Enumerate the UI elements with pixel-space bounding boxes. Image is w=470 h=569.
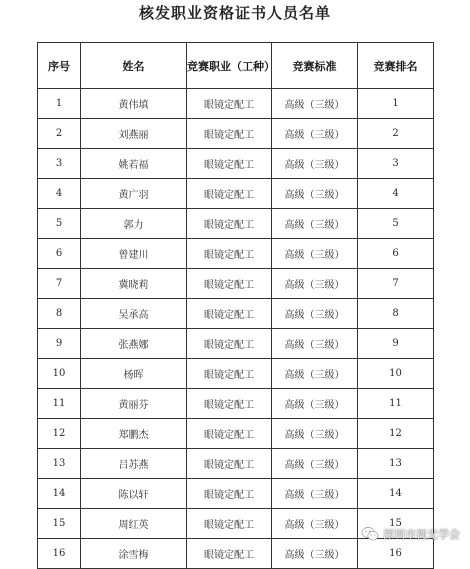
cell-name: 刘燕丽 xyxy=(81,119,187,149)
cell-standard: 高级（三级） xyxy=(272,179,358,209)
cell-serial-number: 5 xyxy=(38,209,81,239)
cell-ranking: 14 xyxy=(358,479,434,509)
cell-ranking: 15 xyxy=(358,509,434,539)
table-row xyxy=(38,179,434,209)
table-row xyxy=(38,359,434,389)
cell-standard: 高级（三级） xyxy=(272,359,358,389)
cell-serial-number: 8 xyxy=(38,299,81,329)
cell-serial-number: 2 xyxy=(38,119,81,149)
cell-standard: 高级（三级） xyxy=(272,419,358,449)
table-row xyxy=(38,479,434,509)
table-row xyxy=(38,89,434,119)
cell-name: 吴承高 xyxy=(81,299,187,329)
cell-serial-number: 7 xyxy=(38,269,81,299)
cell-occupation: 眼镜定配工 xyxy=(187,389,272,419)
cell-name: 杨晖 xyxy=(81,359,187,389)
table-row xyxy=(38,329,434,359)
cell-name: 周红英 xyxy=(81,509,187,539)
cell-occupation: 眼镜定配工 xyxy=(187,449,272,479)
table-header-row xyxy=(38,43,434,89)
cell-ranking: 16 xyxy=(358,539,434,569)
cell-standard: 高级（三级） xyxy=(272,149,358,179)
cell-name: 冀晓莉 xyxy=(81,269,187,299)
cell-standard: 高级（三级） xyxy=(272,89,358,119)
cell-name: 黄广羽 xyxy=(81,179,187,209)
cell-occupation: 眼镜定配工 xyxy=(187,539,272,569)
cell-name: 吕苏燕 xyxy=(81,449,187,479)
table-row xyxy=(38,149,434,179)
cell-name: 涂雪梅 xyxy=(81,539,187,569)
header-name: 姓名 xyxy=(81,43,187,89)
cell-serial-number: 10 xyxy=(38,359,81,389)
table-row xyxy=(38,119,434,149)
cell-ranking: 1 xyxy=(358,89,434,119)
cell-occupation: 眼镜定配工 xyxy=(187,239,272,269)
cell-standard: 高级（三级） xyxy=(272,539,358,569)
watermark xyxy=(361,524,460,544)
watermark-text: 深圳市视光学会 xyxy=(383,528,460,541)
header-ranking: 竞赛排名 xyxy=(358,43,434,89)
document-title: 核发职业资格证书人员名单 xyxy=(138,4,331,22)
cell-occupation: 眼镜定配工 xyxy=(187,89,272,119)
cell-standard: 高级（三级） xyxy=(272,269,358,299)
cell-occupation: 眼镜定配工 xyxy=(187,419,272,449)
cell-standard: 高级（三级） xyxy=(272,389,358,419)
header-serial-number: 序号 xyxy=(38,43,81,89)
cell-ranking: 13 xyxy=(358,449,434,479)
cell-serial-number: 13 xyxy=(38,449,81,479)
header-standard: 竞赛标准 xyxy=(272,43,358,89)
cell-serial-number: 11 xyxy=(38,389,81,419)
table-row xyxy=(38,209,434,239)
cell-ranking: 12 xyxy=(358,419,434,449)
cell-occupation: 眼镜定配工 xyxy=(187,149,272,179)
cell-name: 陈以轩 xyxy=(81,479,187,509)
cell-occupation: 眼镜定配工 xyxy=(187,359,272,389)
cell-name: 曾建川 xyxy=(81,239,187,269)
cell-name: 张燕娜 xyxy=(81,329,187,359)
cell-ranking: 7 xyxy=(358,269,434,299)
cell-ranking: 8 xyxy=(358,299,434,329)
cell-ranking: 9 xyxy=(358,329,434,359)
cell-standard: 高级（三级） xyxy=(272,329,358,359)
cell-serial-number: 4 xyxy=(38,179,81,209)
cell-serial-number: 14 xyxy=(38,479,81,509)
cell-name: 黄丽芬 xyxy=(81,389,187,419)
cell-ranking: 5 xyxy=(358,209,434,239)
cell-occupation: 眼镜定配工 xyxy=(187,209,272,239)
table-row xyxy=(38,239,434,269)
cell-standard: 高级（三级） xyxy=(272,119,358,149)
cell-serial-number: 6 xyxy=(38,239,81,269)
cell-name: 姚若福 xyxy=(81,149,187,179)
cell-occupation: 眼镜定配工 xyxy=(187,179,272,209)
cell-ranking: 10 xyxy=(358,359,434,389)
table-row xyxy=(38,419,434,449)
cell-serial-number: 16 xyxy=(38,539,81,569)
cell-standard: 高级（三级） xyxy=(272,239,358,269)
table-body xyxy=(38,89,434,569)
cell-serial-number: 15 xyxy=(38,509,81,539)
cell-serial-number: 1 xyxy=(38,89,81,119)
cell-serial-number: 12 xyxy=(38,419,81,449)
table-row xyxy=(38,449,434,479)
header-occupation: 竞赛职业（工种） xyxy=(187,43,272,89)
cell-standard: 高级（三级） xyxy=(272,479,358,509)
cell-ranking: 4 xyxy=(358,179,434,209)
cell-ranking: 3 xyxy=(358,149,434,179)
cell-serial-number: 3 xyxy=(38,149,81,179)
cell-name: 郭力 xyxy=(81,209,187,239)
table-row xyxy=(38,269,434,299)
cell-name: 黄伟填 xyxy=(81,89,187,119)
cell-occupation: 眼镜定配工 xyxy=(187,329,272,359)
cell-ranking: 2 xyxy=(358,119,434,149)
cell-serial-number: 9 xyxy=(38,329,81,359)
cell-occupation: 眼镜定配工 xyxy=(187,509,272,539)
cell-occupation: 眼镜定配工 xyxy=(187,299,272,329)
table-row xyxy=(38,389,434,419)
cell-standard: 高级（三级） xyxy=(272,209,358,239)
cell-occupation: 眼镜定配工 xyxy=(187,119,272,149)
cell-ranking: 11 xyxy=(358,389,434,419)
cell-occupation: 眼镜定配工 xyxy=(187,479,272,509)
cell-standard: 高级（三级） xyxy=(272,449,358,479)
cell-occupation: 眼镜定配工 xyxy=(187,269,272,299)
table-row xyxy=(38,299,434,329)
cell-ranking: 6 xyxy=(358,239,434,269)
cell-name: 郑鹏杰 xyxy=(81,419,187,449)
cell-standard: 高级（三级） xyxy=(272,509,358,539)
cell-standard: 高级（三级） xyxy=(272,299,358,329)
wechat-icon xyxy=(361,526,379,542)
certificate-roster-table xyxy=(37,42,434,569)
